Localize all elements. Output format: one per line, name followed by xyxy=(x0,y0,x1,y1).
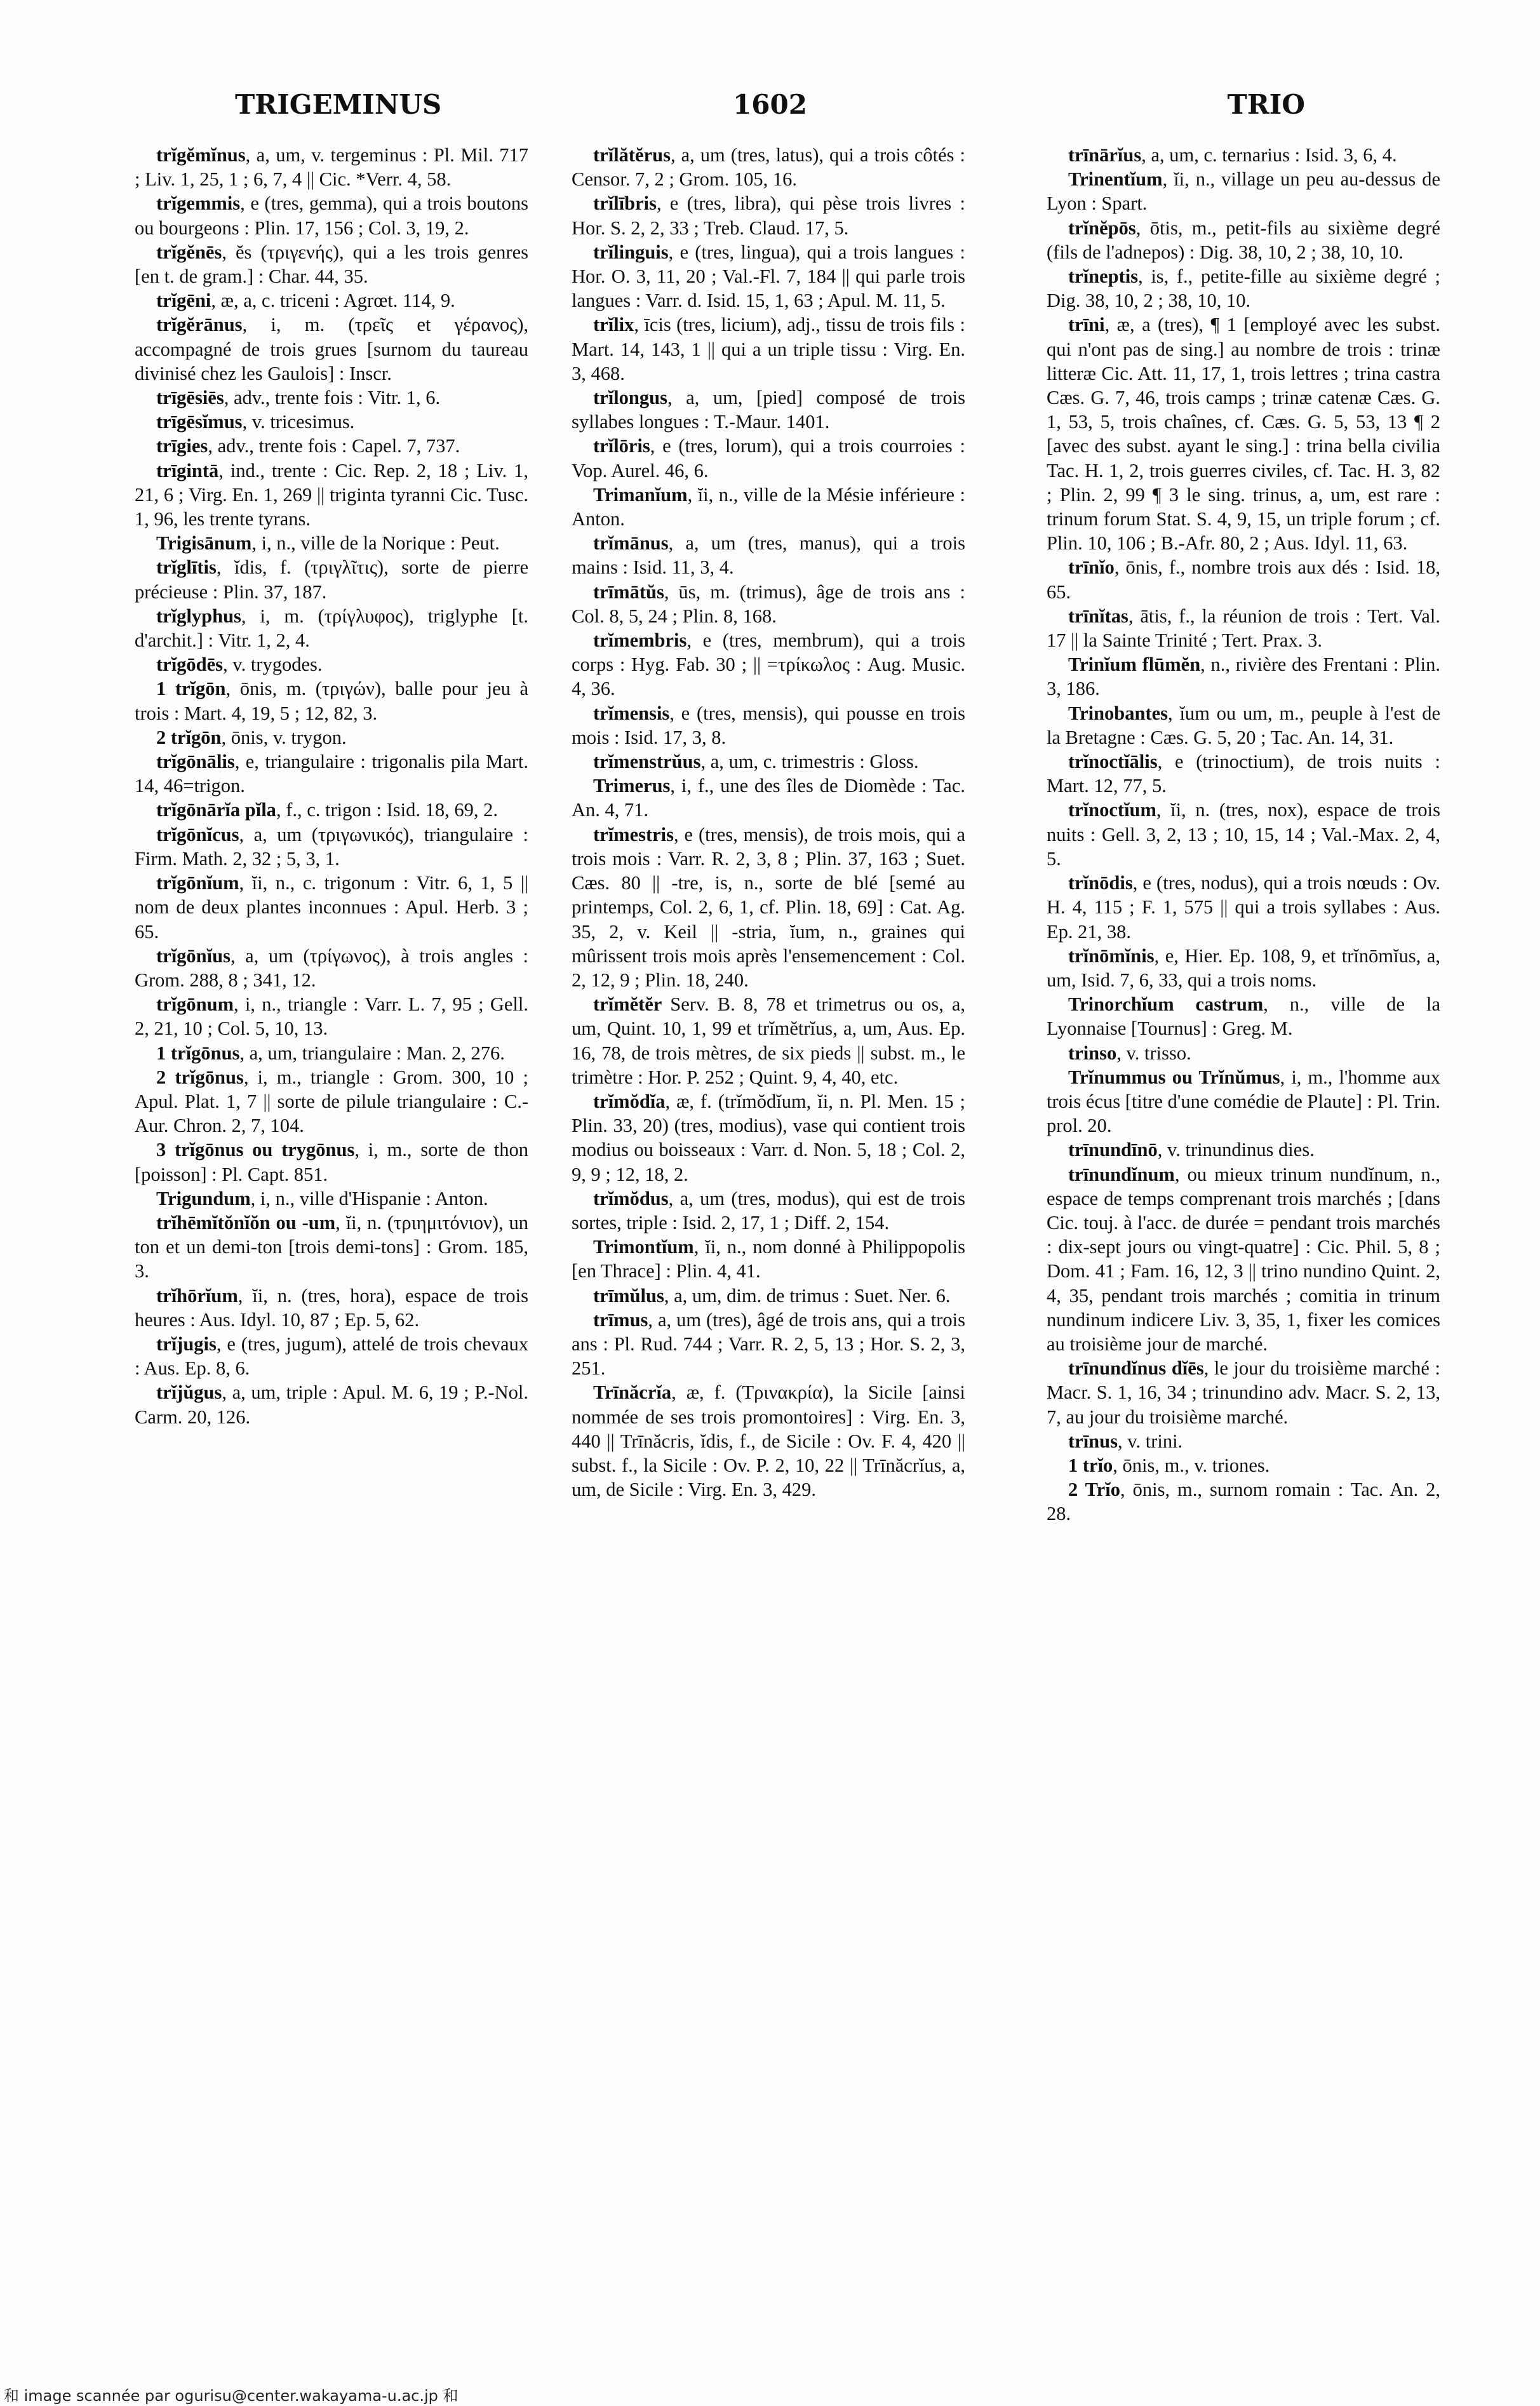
dictionary-entry xyxy=(135,143,528,191)
entry-headword: trĭnōmĭnis xyxy=(1068,944,1155,967)
dictionary-entry xyxy=(1047,555,1440,603)
dictionary-entry xyxy=(572,1235,965,1283)
entry-headword: trĭgōnālis xyxy=(156,751,235,773)
dictionary-entry xyxy=(572,628,965,701)
entry-headword: trĭgĕnēs xyxy=(156,241,222,263)
entry-headword: trīmŭlus xyxy=(593,1284,664,1307)
entry-headword: trīmus xyxy=(593,1308,648,1331)
dictionary-entry xyxy=(135,434,528,458)
dictionary-entry xyxy=(572,240,965,313)
dictionary-entry xyxy=(135,798,528,822)
entry-headword: trĭmestris xyxy=(593,823,674,845)
entry-headword: trĭgōnĭum xyxy=(156,872,239,894)
running-header xyxy=(235,89,1305,133)
entry-definition: , e (tres, libra), qui pèse trois livres : Hor. S. 2, 2, 33 ; Treb. Claud. 17, 5. xyxy=(572,192,965,239)
dictionary-entry xyxy=(572,1284,965,1308)
dictionary-entry xyxy=(135,240,528,288)
dictionary-entry xyxy=(135,191,528,239)
entry-headword: trĭmŏdus xyxy=(593,1187,669,1209)
dictionary-entry xyxy=(1047,701,1440,749)
entry-definition: , a, um (τρίγωνος), à trois angles : Grom. 288, 8 ; 341, 12. xyxy=(135,944,528,991)
entry-headword: trīnus xyxy=(1068,1430,1118,1452)
dictionary-entry xyxy=(135,676,528,725)
entry-headword: trĭlinguis xyxy=(593,241,669,263)
entry-headword: trĭgōnārĭa pĭla xyxy=(156,799,276,821)
dictionary-entry xyxy=(135,386,528,410)
entry-headword: trĭjugis xyxy=(156,1333,217,1355)
entry-definition: , ōnis, m., surnom romain : Tac. An. 2, 28. xyxy=(1047,1479,1440,1525)
entry-definition: , ind., trente : Cic. Rep. 2, 18 ; Liv. 1, 21, 6 ; Virg. En. 1, 269 || triginta tyranni Cic. Tusc. 1, 96, les trente tyrans. xyxy=(135,459,528,530)
entry-headword: trĭmensis xyxy=(593,702,670,724)
entry-headword: 3 trĭgōnus ou trygōnus xyxy=(156,1139,355,1161)
entry-headword: Trigisānum xyxy=(156,532,252,554)
entry-definition: , ĭi, n. (tres, nox), espace de trois nuits : Gell. 3, 2, 13 ; 10, 15, 14 ; Val.-Max. 2, 4, 5. xyxy=(1047,799,1440,870)
entry-definition: , i, n., triangle : Varr. L. 7, 95 ; Gell. 2, 21, 10 ; Col. 5, 10, 13. xyxy=(135,993,528,1040)
dictionary-entry xyxy=(1047,871,1440,944)
entry-headword: Trinobantes xyxy=(1068,702,1168,724)
entry-definition: , e (tres, jugum), attelé de trois chevaux : Aus. Ep. 8, 6. xyxy=(135,1333,528,1380)
entry-definition: , a, um, triangulaire : Man. 2, 276. xyxy=(239,1042,505,1064)
entry-headword: trĭgĕmĭnus xyxy=(156,144,246,166)
entry-definition: , e, Hier. Ep. 108, 9, et trĭnōmĭus, a, um, Isid. 7, 6, 33, qui a trois noms. xyxy=(1047,944,1440,991)
dictionary-entry xyxy=(135,531,528,555)
entry-definition: , īcis (tres, licium), adj., tissu de trois fils : Mart. 14, 143, 1 || qui a un triple tissu : Virg. En. 3, 468. xyxy=(572,314,965,384)
column-left xyxy=(135,143,528,2341)
entry-definition: , a, um, v. tergeminus : Pl. Mil. 717 ; Liv. 1, 25, 1 ; 6, 7, 4 || Cic. *Verr. 4, 58. xyxy=(135,144,528,191)
dictionary-entry xyxy=(135,313,528,386)
entry-headword: trīnĭtas xyxy=(1068,605,1128,627)
dictionary-entry xyxy=(1047,992,1440,1040)
dictionary-entry xyxy=(572,774,965,822)
entry-headword: Trimerus xyxy=(593,775,671,797)
entry-headword: trīgēsĭmus xyxy=(156,411,243,433)
dictionary-entry xyxy=(572,1089,965,1186)
dictionary-entry xyxy=(1047,1429,1440,1453)
entry-definition: , e (trinoctium), de trois nuits : Mart. 12, 77, 5. xyxy=(1047,751,1440,797)
scan-credit: 和 image scannée par ogurisu@center.wakayama-u.ac.jp 和 xyxy=(4,2387,459,2405)
entry-headword: trĭlībris xyxy=(593,192,657,215)
entry-definition: , a, um (tres, modus), qui est de trois sortes, triple : Isid. 2, 17, 1 ; Diff. 2, 154. xyxy=(572,1187,965,1233)
dictionary-entry xyxy=(135,1332,528,1380)
entry-definition: , ĕs (τριγενής), qui a les trois genres [en t. de gram.] : Char. 44, 35. xyxy=(135,241,528,288)
dictionary-entry xyxy=(572,749,965,774)
entry-definition: , e (tres, lorum), qui a trois courroies : Vop. Aurel. 46, 6. xyxy=(572,435,965,481)
entry-definition: , a, um, triple : Apul. M. 6, 19 ; P.-Nol. Carm. 20, 126. xyxy=(135,1381,528,1428)
dictionary-entry xyxy=(135,1186,528,1211)
entry-headword: trĭmŏdĭa xyxy=(593,1090,666,1112)
entry-headword: trĭmenstrŭus xyxy=(593,751,701,773)
dictionary-entry xyxy=(135,410,528,434)
dictionary-entry xyxy=(1047,1138,1440,1162)
entry-definition: , v. trisso. xyxy=(1116,1042,1191,1064)
entry-definition: , i, m. (τρίγλυφος), triglyphe [t. d'archit.] : Vitr. 1, 2, 4. xyxy=(135,605,528,652)
entry-headword: trīmātŭs xyxy=(593,581,664,603)
column-middle xyxy=(572,143,965,2341)
entry-headword: trĭjŭgus xyxy=(156,1381,222,1404)
dictionary-entry xyxy=(135,1284,528,1332)
dictionary-entry xyxy=(1047,1041,1440,1065)
column-right xyxy=(1047,143,1440,2341)
dictionary-entry xyxy=(572,313,965,386)
dictionary-entry xyxy=(572,434,965,482)
entry-definition: , a, um, [pied] composé de trois syllabes longues : T.-Maur. 1401. xyxy=(572,387,965,433)
entry-headword: Trimontĭum xyxy=(593,1236,694,1258)
dictionary-entry xyxy=(572,483,965,531)
entry-headword: Trigundum xyxy=(156,1187,251,1209)
dictionary-entry xyxy=(135,1211,528,1284)
entry-definition: , n., ville de la Lyonnaise [Tournus] : Greg. M. xyxy=(1047,993,1440,1040)
entry-headword: Trimanĭum xyxy=(593,483,688,506)
dictionary-entry xyxy=(135,555,528,603)
entry-definition: , ātis, f., la réunion de trois : Tert. Val. 17 || la Sainte Trinité ; Tert. Prax. 3. xyxy=(1047,605,1440,652)
entry-headword: trĭgemmis xyxy=(156,192,241,215)
entry-definition: , v. tricesimus. xyxy=(242,411,355,433)
entry-definition: , æ, f. (Τρινακρία), la Sicile [ainsi nommée de ses trois promontoires] : Virg. En. 3, 440 || Trīnăcris, ĭdis, f., de Sicile : Ov. F. 4, 420 || subst. f., la Sicile : Ov. P. 2, 10, 22 || Trīnăcrĭus, a, um, de Sicile : Virg. En. 3, 429. xyxy=(572,1381,965,1501)
entry-definition: , e (tres, mensis), de trois mois, qui a trois mois : Varr. R. 2, 3, 8 ; Plin. 37, 163 ; Suet. Cæs. 80 || -tre, is, n., sorte de blé [semé au printemps, Col. 2, 6, 1, cf. Plin. 18, 69] : Cat. Ag. 35, 2, v. Keil || -stria, ĭum, n., graines qui mûrissent trois mois après l'ensemencement : Col. 2, 12, 9 ; Plin. 18, 240. xyxy=(572,823,965,991)
entry-headword: trĭlongus xyxy=(593,387,667,409)
entry-definition: , ĭdis, f. (τριγλῖτις), sorte de pierre précieuse : Plin. 37, 187. xyxy=(135,556,528,603)
entry-definition: , a, um, dim. de trimus : Suet. Ner. 6. xyxy=(664,1284,951,1307)
entry-definition: , n., rivière des Frentani : Plin. 3, 186. xyxy=(1047,654,1440,700)
dictionary-entry xyxy=(1047,749,1440,798)
entry-headword: trĭneptis xyxy=(1068,265,1139,288)
entry-definition: , ōtis, m., petit-fils au sixième degré (fils de l'adnepos) : Dig. 38, 10, 2 ; 38, 10, 10. xyxy=(1047,217,1440,263)
entry-definition: , i, n., ville de la Norique : Peut. xyxy=(251,532,500,554)
dictionary-entry xyxy=(1047,604,1440,652)
dictionary-entry xyxy=(135,944,528,992)
dictionary-entry xyxy=(1047,944,1440,992)
entry-headword: trīnundīnō xyxy=(1068,1139,1158,1161)
entry-headword: trĭnōdis xyxy=(1068,872,1133,894)
entry-headword: trĭhōrĭum xyxy=(156,1284,238,1307)
entry-definition: , a, um (tres), âgé de trois ans, qui a trois ans : Pl. Rud. 744 ; Varr. R. 2, 5, 13 ; Hor. S. 2, 3, 251. xyxy=(572,1308,965,1380)
dictionary-entry xyxy=(135,459,528,532)
entry-definition: , i, n., ville d'Hispanie : Anton. xyxy=(250,1187,488,1209)
dictionary-entry xyxy=(135,725,528,749)
entry-definition: , ōnis, v. trygon. xyxy=(221,726,347,748)
entry-definition: , æ, f. (trĭmŏdĭum, ĭi, n. Pl. Men. 15 ; Plin. 33, 20) (tres, modius), vase qui contient trois modius ou boisseaux : Varr. d. Non. 5, 18 ; Col. 2, 9, 9 ; 12, 18, 2. xyxy=(572,1090,965,1185)
dictionary-entry xyxy=(135,604,528,652)
dictionary-entry xyxy=(1047,1356,1440,1429)
dictionary-entry xyxy=(572,191,965,239)
entry-definition: , is, f., petite-fille au sixième degré ; Dig. 38, 10, 2 ; 38, 10, 10. xyxy=(1047,265,1440,312)
entry-definition: , a, um, c. ternarius : Isid. 3, 6, 4. xyxy=(1141,144,1397,166)
dictionary-entry xyxy=(135,1065,528,1138)
entry-definition: , a, um (τριγωνικός), triangulaire : Firm. Math. 2, 32 ; 5, 3, 1. xyxy=(135,823,528,870)
entry-definition: , ĭi, n. (τριημιτόνιον), un ton et un demi-ton [trois demi-tons] : Grom. 185, 3. xyxy=(135,1211,528,1282)
entry-definition: , ōnis, f., nombre trois aux dés : Isid. 18, 65. xyxy=(1047,556,1440,603)
entry-definition: Serv. B. 8, 78 et trimetrus ou os, a, um, Quint. 10, 1, 99 et trĭmĕtrĭus, a, um, Aus. Ep. 16, 78, de trois mètres, de six pieds || subst. m., le trimètre : Hor. P. 252 ; Quint. 9, 4, 40, etc. xyxy=(572,993,965,1088)
header-left-word: TRIGEMINUS xyxy=(235,89,442,120)
entry-headword: trĭnoctĭum xyxy=(1068,799,1156,821)
entry-definition: , f., c. trigon : Isid. 18, 69, 2. xyxy=(276,799,498,821)
dictionary-entry xyxy=(572,1308,965,1381)
entry-headword: trīnundĭnum xyxy=(1068,1163,1175,1185)
entry-headword: Trĭnummus ou Trĭnŭmus xyxy=(1068,1066,1280,1088)
dictionary-entry xyxy=(572,1186,965,1235)
entry-headword: trĭhēmĭtŏnĭŏn ou -um xyxy=(156,1211,336,1233)
entry-headword: 1 trĭgōn xyxy=(156,678,226,700)
entry-definition: , e (tres, mensis), qui pousse en trois mois : Isid. 17, 3, 8. xyxy=(572,702,965,748)
dictionary-entry xyxy=(1047,167,1440,215)
entry-definition: , ĭi, n., c. trigonum : Vitr. 6, 1, 5 || nom de deux plantes inconnues : Apul. Herb. 3 ; 65. xyxy=(135,872,528,943)
entry-definition: , v. trinundinus dies. xyxy=(1157,1139,1315,1161)
entry-headword: Trīnăcrĭa xyxy=(593,1381,672,1404)
entry-definition: , ĭi, n., ville de la Mésie inférieure : Anton. xyxy=(572,483,965,530)
entry-headword: 1 trĭgōnus xyxy=(156,1042,240,1064)
dictionary-entry xyxy=(1047,1453,1440,1477)
entry-definition: , i, m., sorte de thon [poisson] : Pl. Capt. 851. xyxy=(135,1139,528,1185)
entry-definition: , e (tres, nodus), qui a trois nœuds : Ov. H. 4, 115 ; F. 1, 575 || qui a trois syllabes : Aus. Ep. 21, 38. xyxy=(1047,872,1440,943)
entry-definition: , i, m., triangle : Grom. 300, 10 ; Apul. Plat. 1, 7 || sorte de pilule triangulaire : C.-Aur. Chron. 2, 7, 104. xyxy=(135,1066,528,1137)
entry-definition: , e (tres, gemma), qui a trois boutons ou bourgeons : Plin. 17, 156 ; Col. 3, 19, 2. xyxy=(135,192,528,239)
dictionary-entry xyxy=(572,531,965,579)
dictionary-entry xyxy=(135,1138,528,1186)
entry-definition: , ĭi, n. (tres, hora), espace de trois heures : Aus. Idyl. 10, 87 ; Ep. 5, 62. xyxy=(135,1284,528,1331)
entry-headword: trĭgĕrānus xyxy=(156,314,243,336)
entry-headword: trĭmĕtĕr xyxy=(593,993,662,1016)
entry-definition: , a, um (tres, manus), qui a trois mains : Isid. 11, 3, 4. xyxy=(572,532,965,579)
entry-definition: , ĭi, n., nom donné à Philippopolis [en Thrace] : Plin. 4, 41. xyxy=(572,1236,965,1282)
dictionary-entry xyxy=(1047,1065,1440,1138)
entry-definition: , e, triangulaire : trigonalis pila Mart. 14, 46=trigon. xyxy=(135,751,528,797)
entry-headword: Trinentĭum xyxy=(1068,168,1163,191)
page-number: 1602 xyxy=(733,89,807,120)
entry-headword: trĭlōris xyxy=(593,435,650,457)
entry-definition: , æ, a, c. triceni : Agrœt. 114, 9. xyxy=(211,290,455,312)
dictionary-entry xyxy=(572,1380,965,1502)
entry-definition: , i, f., une des îles de Diomède : Tac. An. 4, 71. xyxy=(572,775,965,821)
entry-definition: , ĭi, n., village un peu au-dessus de Lyon : Spart. xyxy=(1047,168,1440,215)
entry-definition: , ōnis, m. (τριγών), balle pour jeu à trois : Mart. 4, 19, 5 ; 12, 82, 3. xyxy=(135,678,528,724)
entry-headword: 1 trĭo xyxy=(1068,1454,1113,1476)
dictionary-entry xyxy=(1047,143,1440,167)
entry-headword: trĭgōnĭus xyxy=(156,944,231,967)
entry-headword: trĭgōdēs xyxy=(156,654,224,676)
dictionary-entry xyxy=(572,143,965,191)
entry-definition: , le jour du troisième marché : Macr. S. 1, 16, 34 ; trinundino adv. Macr. S. 2, 13, 7, au jour du troisième marché. xyxy=(1047,1357,1440,1428)
dictionary-entry xyxy=(572,823,965,992)
entry-headword: trĭnĕpōs xyxy=(1068,217,1136,239)
entry-headword: trīgēsiēs xyxy=(156,387,224,409)
entry-definition: , ōnis, m., v. triones. xyxy=(1113,1454,1270,1476)
dictionary-entry xyxy=(135,992,528,1040)
dictionary-entry xyxy=(572,580,965,628)
entry-headword: trĭglyphus xyxy=(156,605,241,627)
entry-headword: trĭmānus xyxy=(593,532,669,554)
dictionary-entry xyxy=(135,652,528,676)
dictionary-entry xyxy=(1047,264,1440,313)
entry-headword: trīni xyxy=(1068,314,1105,336)
entry-headword: trīnĭo xyxy=(1068,556,1115,579)
entry-headword: trĭglītis xyxy=(156,556,217,579)
entry-definition: , a, um, c. trimestris : Gloss. xyxy=(700,751,919,773)
entry-headword: trĭnoctĭālis xyxy=(1068,751,1158,773)
dictionary-entry xyxy=(135,1380,528,1428)
entry-headword: trĭgōnĭcus xyxy=(156,823,239,845)
entry-headword: trīgintā xyxy=(156,459,219,481)
dictionary-entry xyxy=(135,1041,528,1065)
entry-definition: , e (tres, lingua), qui a trois langues : Hor. O. 3, 11, 20 ; Val.-Fl. 7, 184 || qui parle trois langues : Varr. d. Isid. 15, 1, 63 ; Apul. M. 11, 5. xyxy=(572,241,965,312)
dictionary-entry xyxy=(135,823,528,871)
entry-definition: , v. trygodes. xyxy=(223,654,323,676)
entry-headword: trĭgōnum xyxy=(156,993,234,1016)
dictionary-entry xyxy=(135,749,528,798)
entry-headword: trinso xyxy=(1068,1042,1117,1064)
entry-headword: trĭlătĕrus xyxy=(593,144,671,166)
entry-headword: Trinorchĭum castrum xyxy=(1068,993,1264,1016)
header-right-word: TRIO xyxy=(1227,89,1305,120)
dictionary-entry xyxy=(135,871,528,944)
entry-definition: , i, m. (τρεῖς et γέρανος), accompagné de trois grues [surnom du taureau divinisé chez les Gaulois] : Inscr. xyxy=(135,314,528,384)
entry-definition: , a, um (tres, latus), qui a trois côtés : Censor. 7, 2 ; Grom. 105, 16. xyxy=(572,144,965,191)
entry-headword: trĭgēni xyxy=(156,290,211,312)
entry-headword: trīnundĭnus dĭēs xyxy=(1068,1357,1204,1380)
entry-headword: 2 trĭgōnus xyxy=(156,1066,244,1088)
dictionary-entry xyxy=(1047,216,1440,264)
entry-headword: 2 Trĭo xyxy=(1068,1479,1121,1501)
dictionary-entry xyxy=(572,701,965,749)
entry-headword: trĭmembris xyxy=(593,629,687,652)
entry-definition: , æ, a (tres), ¶ 1 [employé avec les subst. qui n'ont pas de sing.] au nombre de trois : trinæ litteræ Cic. Att. 11, 17, 1, trois lettres ; trina castra Cæs. G. 7, 46, trois camps ; trinæ catenæ Cæs. G. 1, 53, 5, trois chaînes, cf. Cæs. G. 5, 53, 13 ¶ 2 [avec des subst. ayant le sing.] : trina bella civilia Tac. H. 1, 2, trois guerres civiles, cf. Tac. H. 3, 82 ; Plin. 2, 99 ¶ 3 le sing. trinus, a, um, est rare : trinum forum Stat. S. 4, 9, 15, un triple forum ; cf. Plin. 10, 106 ; B.-Afr. 80, 2 ; Aus. Idyl. 11, 63. xyxy=(1047,314,1440,554)
entry-headword: trīnārĭus xyxy=(1068,144,1142,166)
dictionary-entry xyxy=(135,288,528,313)
entry-definition: , ĭum ou um, m., peuple à l'est de la Bretagne : Cæs. G. 5, 20 ; Tac. An. 14, 31. xyxy=(1047,702,1440,748)
entry-definition: , ūs, m. (trimus), âge de trois ans : Col. 8, 5, 24 ; Plin. 8, 168. xyxy=(572,581,965,627)
dictionary-entry xyxy=(572,992,965,1089)
entry-definition: , ou mieux trinum nundĭnum, n., espace de temps comprenant trois marchés ; [dans Cic. touj. à l'acc. de durée = pendant trois marchés : dix-sept jours ou vingt-quatre] : Cic. Phil. 5, 8 ; Dom. 41 ; Fam. 16, 12, 3 || trino nundino Quint. 2, 4, 35, pendant trois marchés ; comitia in trinum nundinum indicere Liv. 3, 35, 1, fixer les comices au troisième jour de marché. xyxy=(1047,1163,1440,1355)
entry-definition: , v. trini. xyxy=(1117,1430,1183,1452)
dictionary-entry xyxy=(572,386,965,434)
entry-definition: , i, m., l'homme aux trois écus [titre d'une comédie de Plaute] : Pl. Trin. prol. 20. xyxy=(1047,1066,1440,1137)
dictionary-entry xyxy=(1047,798,1440,871)
entry-definition: , adv., trente fois : Vitr. 1, 6. xyxy=(224,387,441,409)
entry-headword: Trinĭum flūmĕn xyxy=(1068,654,1201,676)
entry-headword: trĭlix xyxy=(593,314,634,336)
entry-definition: , adv., trente fois : Capel. 7, 737. xyxy=(208,435,460,457)
entry-headword: trīgies xyxy=(156,435,208,457)
entry-definition: , e (tres, membrum), qui a trois corps : Hyg. Fab. 30 ; || =τρίκωλος : Aug. Music. 4, 36. xyxy=(572,629,965,700)
dictionary-entry xyxy=(1047,1162,1440,1357)
entry-headword: 2 trĭgōn xyxy=(156,726,222,748)
dictionary-entry xyxy=(1047,1477,1440,1526)
dictionary-entry xyxy=(1047,313,1440,555)
dictionary-entry xyxy=(1047,652,1440,701)
